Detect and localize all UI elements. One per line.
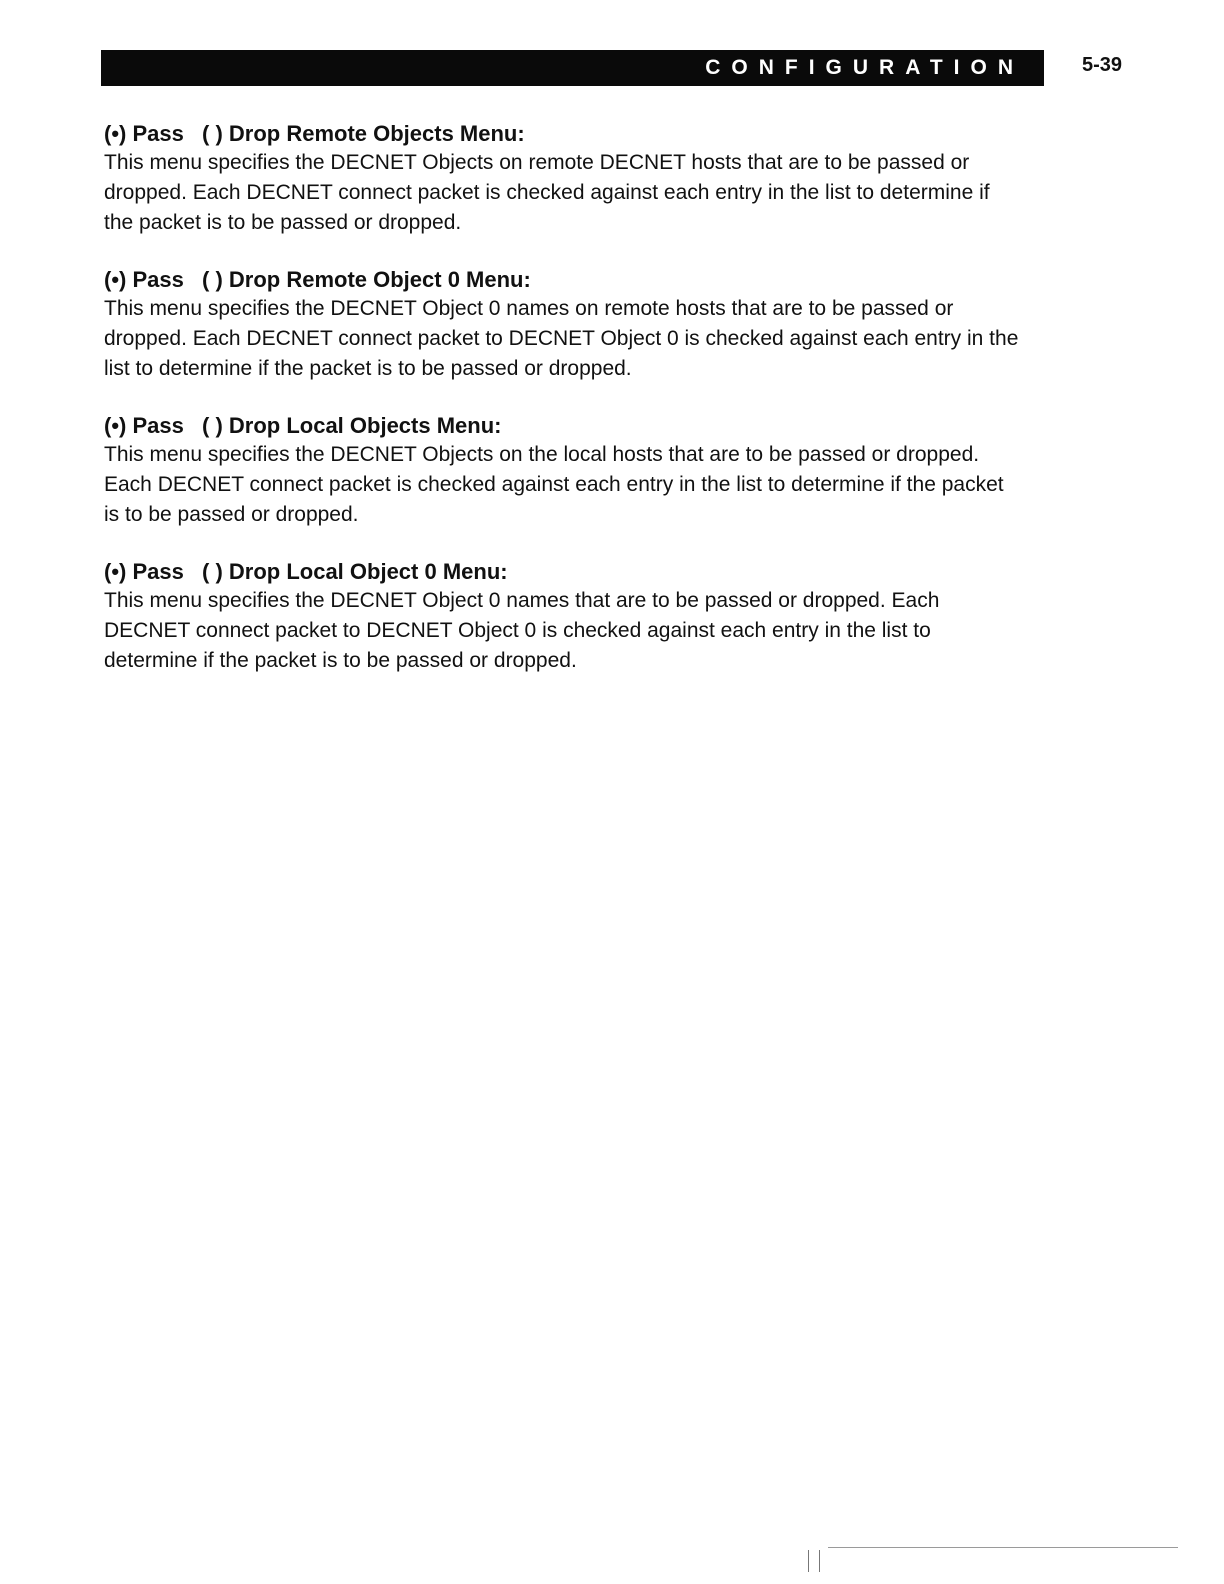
header-title: CONFIGURATION [705, 56, 1024, 79]
drop-radio-marker: ( ) [202, 121, 223, 146]
pass-radio-marker: (•) [104, 267, 127, 292]
section-description: This menu specifies the DECNET Objects on the local hosts that are to be passed or dropped. Each DECNET connect packet is checked against each entry in the list to determine if the packet is to be passed or dropped. [104, 443, 1004, 526]
section-local-object-0 [104, 558, 1024, 676]
scan-artifact-mark [808, 1550, 820, 1572]
pass-radio-marker: (•) [104, 413, 127, 438]
section-heading [104, 558, 1024, 586]
drop-radio-marker: ( ) [202, 413, 223, 438]
drop-radio-marker: ( ) [202, 559, 223, 584]
pass-radio-marker: (•) [104, 121, 127, 146]
section-local-objects [104, 412, 1024, 530]
section-remote-object-0 [104, 266, 1024, 384]
pass-label: Pass [132, 413, 184, 438]
pass-label: Pass [132, 121, 184, 146]
pass-label: Pass [132, 267, 184, 292]
pass-label: Pass [132, 559, 184, 584]
header-bar [101, 50, 1044, 86]
section-description: This menu specifies the DECNET Object 0 names on remote hosts that are to be passed or dropped. Each DECNET connect packet to DECNET Object 0 is checked against each entry in the list to determine if the packet is to be passed or dropped. [104, 297, 1019, 380]
section-heading [104, 412, 1024, 440]
section-remote-objects [104, 120, 1024, 238]
section-title: Drop Local Objects Menu: [228, 413, 502, 438]
scan-artifact-line [828, 1547, 1178, 1548]
section-heading [104, 120, 1024, 148]
section-heading [104, 266, 1024, 294]
section-title: Drop Local Object 0 Menu: [228, 559, 508, 584]
section-title: Drop Remote Object 0 Menu: [228, 267, 531, 292]
pass-radio-marker: (•) [104, 559, 127, 584]
document-body [104, 120, 1024, 704]
section-title: Drop Remote Objects Menu: [228, 121, 525, 146]
page-number: 5-39 [1082, 54, 1123, 76]
drop-radio-marker: ( ) [202, 267, 223, 292]
section-description: This menu specifies the DECNET Object 0 names that are to be passed or dropped. Each DECNET connect packet to DECNET Object 0 is checked against each entry in the list to determine if the packet is to be passed or dropped. [104, 589, 940, 672]
section-description: This menu specifies the DECNET Objects on remote DECNET hosts that are to be passed or dropped. Each DECNET connect packet is checked against each entry in the list to determine if the packet is to be passed or dropped. [104, 151, 990, 234]
